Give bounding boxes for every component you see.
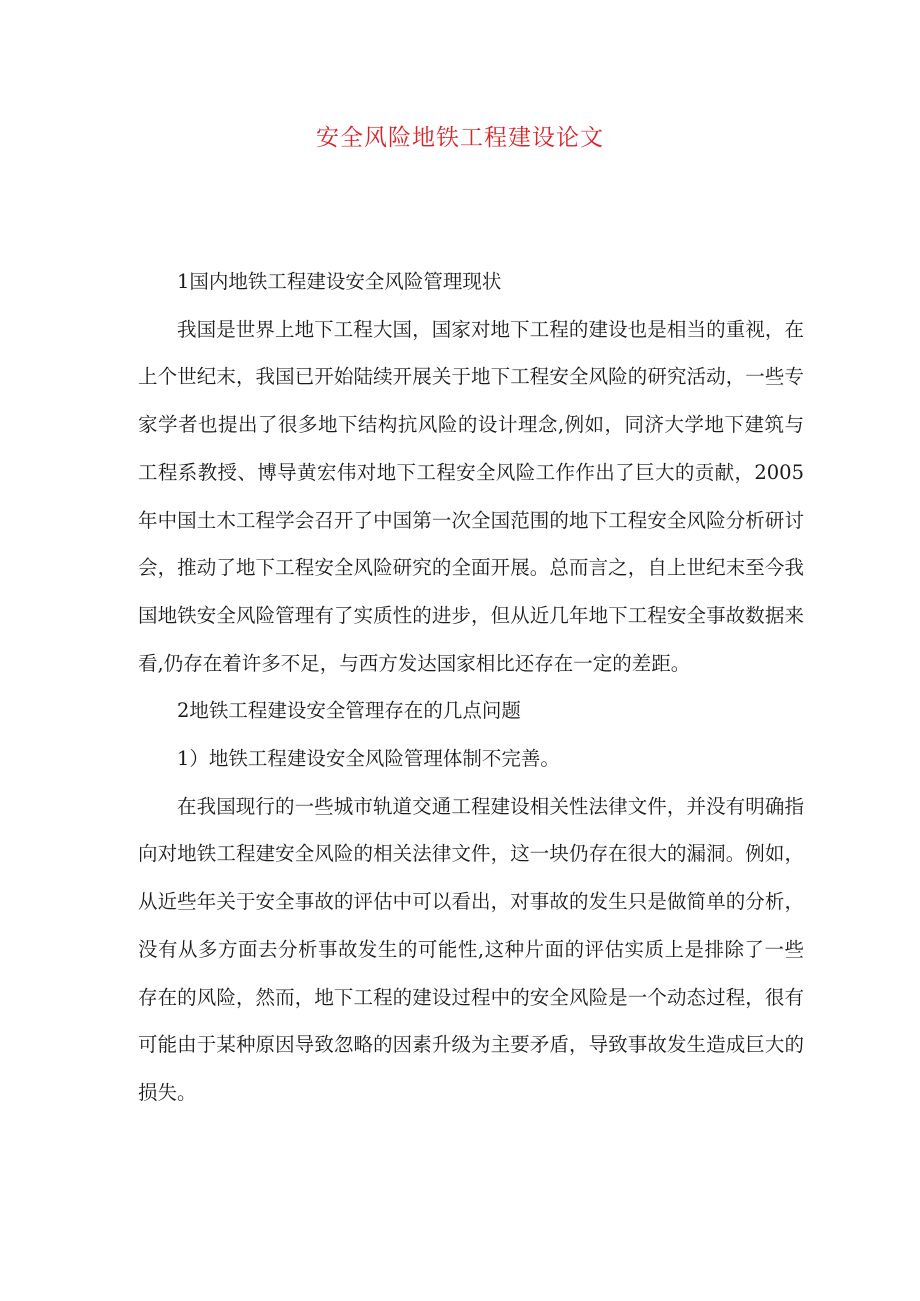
paragraph: 我国是世界上地下工程大国，国家对地下工程的建设也是相当的重视，在上个世纪末，我国已开始陆续开展关于地下工程安全风险的研究活动，一些专家学者也提出了很多地下结构抗风险的设计理念,例如，同济大学地下建筑与工程系教授、博导黄宏伟对地下工程安全风险工作作出了巨大的贡献，2005年中国土木工程学会召开了中国第一次全国范围的地下工程安全风险分析研讨会，推动了地下工程安全风险研究的全面开展。总而言之，自上世纪末至今我国地铁安全风险管理有了实质性的进步，但从近几年地下工程安全事故数据来看,仍存在着许多不足，与西方发达国家相比还存在一定的差距。 — [138, 317, 804, 675]
section-heading-2: 2地铁工程建设安全管理存在的几点问题 — [177, 699, 521, 723]
section-heading-1: 1国内地铁工程建设安全风险管理现状 — [177, 270, 502, 293]
document-body — [138, 258, 804, 1117]
paragraph: 在我国现行的一些城市轨道交通工程建设相关性法律文件，并没有明确指向对地铁工程建安全风险的相关法律文件，这一块仍存在很大的漏洞。例如，从近些年关于安全事故的评估中可以看出，对事故的发生只是做简单的分析，没有从多方面去分析事故发生的可能性,这种片面的评估实质上是排除了一些存在的风险，然而，地下工程的建设过程中的安全风险是一个动态过程，很有可能由于某种原因导致忽略的因素升级为主要矛盾，导致事故发生造成巨大的损失。 — [138, 794, 804, 1104]
subsection-heading: 1）地铁工程建设安全风险管理体制不完善。 — [177, 747, 560, 771]
document-title: 安全风险地铁工程建设论文 — [316, 125, 604, 151]
